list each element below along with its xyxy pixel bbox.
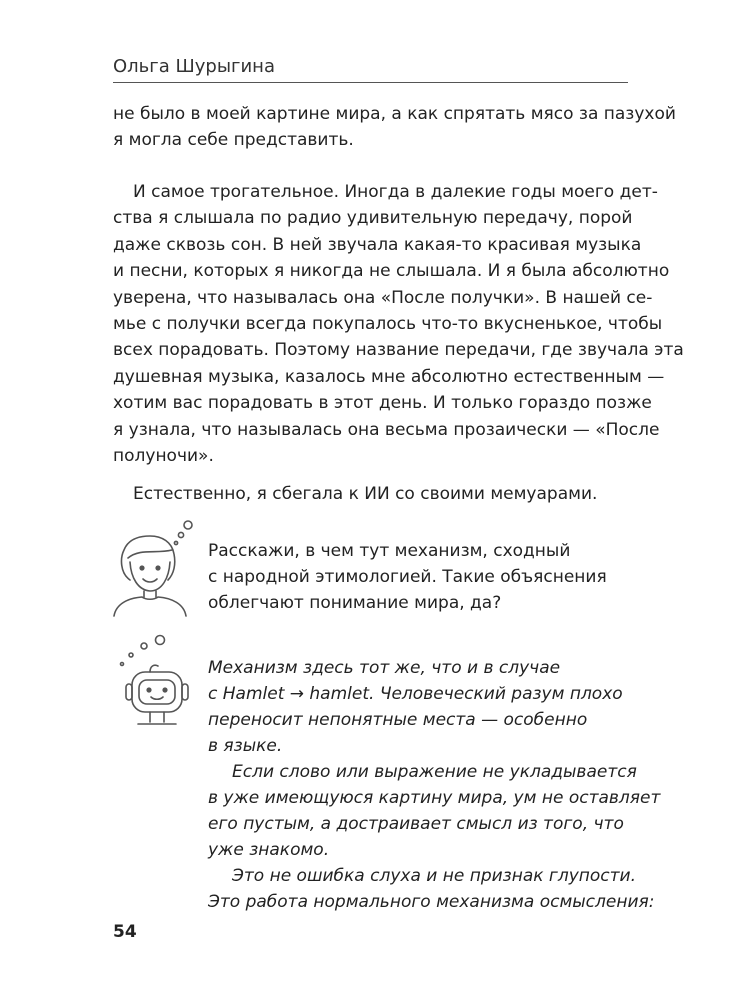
text-line: хотим вас порадовать в этот день. И только гораздо позже	[113, 393, 652, 414]
person-avatar-icon	[110, 518, 202, 618]
text-line: я могла себе представить.	[113, 130, 354, 151]
text-line: даже сквозь сон. В ней звучала какая-то красивая музыка	[113, 234, 642, 255]
text-line: и песни, которых я никогда не слышала. И я была абсолютно	[113, 261, 670, 282]
text-line: в уже имеющуюся картину мира, ум не оставляет	[208, 788, 661, 808]
text-line: ства я слышала по радио удивительную передачу, порой	[113, 208, 633, 229]
robot-avatar-icon	[110, 632, 202, 728]
text-line: облегчают понимание мира, да?	[208, 593, 502, 613]
text-line: с народной этимологией. Такие объяснения	[208, 567, 607, 587]
text-line: его пустым, а достраивает смысл из того, что	[208, 814, 624, 834]
text-line: переносит непонятные места — особенно	[208, 710, 588, 730]
text-line: в языке.	[208, 736, 283, 756]
page-number: 54	[113, 922, 137, 942]
text-line: Механизм здесь тот же, что и в случае	[208, 658, 561, 678]
text-line: Если слово или выражение не укладывается	[232, 762, 637, 782]
text-line: я узнала, что называлась она весьма прозаически — «После	[113, 419, 660, 440]
text-line: уже знакомо.	[208, 840, 330, 860]
text-line: уверена, что называлась она «После получки». В нашей се-	[113, 287, 653, 308]
running-header-author: Ольга Шурыгина	[113, 56, 275, 77]
user-question	[208, 538, 628, 616]
text-line: не было в моей картине мира, а как спрятать мясо за пазухой	[113, 104, 676, 124]
text-line: Естественно, я сбегала к ИИ со своими мемуарами.	[133, 484, 598, 504]
paragraph-2	[113, 179, 684, 469]
text-line: Это не ошибка слуха и не признак глупости.	[232, 866, 636, 886]
text-line: полуночи».	[113, 446, 214, 467]
text-line: всех порадовать. Поэтому название передачи, где звучала эта	[113, 340, 684, 361]
paragraph-3	[113, 481, 628, 507]
text-line: Расскажи, в чем тут механизм, сходный	[208, 541, 571, 561]
header-divider	[113, 82, 628, 83]
text-line: душевная музыка, казалось мне абсолютно естественным —	[113, 366, 665, 387]
text-line: с Hamlet → hamlet. Человеческий разум плохо	[208, 684, 623, 704]
text-line: мье с получки всегда покупалось что-то вкусненькое, чтобы	[113, 314, 663, 335]
text-line: И самое трогательное. Иногда в далекие годы моего дет-	[133, 182, 658, 202]
paragraph-1	[113, 101, 676, 154]
ai-answer	[208, 655, 661, 915]
text-line: Это работа нормального механизма осмысления:	[208, 892, 655, 912]
